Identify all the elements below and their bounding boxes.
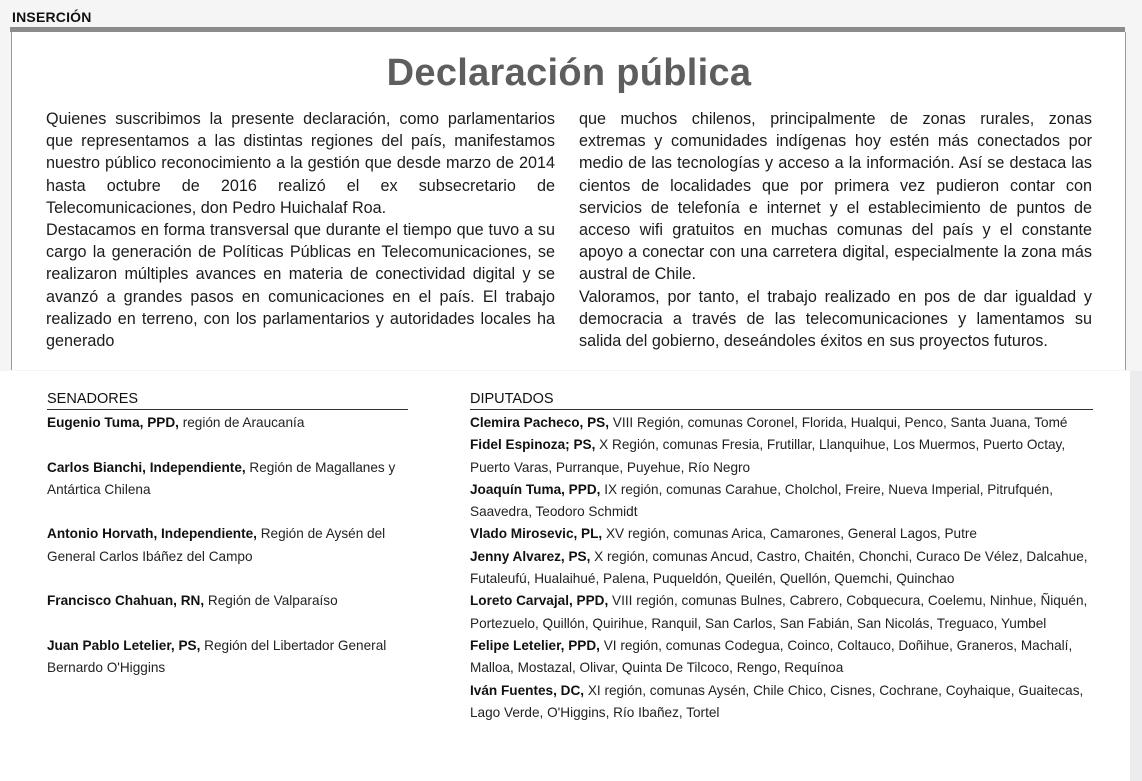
signatory-entry <box>47 412 427 434</box>
page-edge-strip <box>1130 371 1142 781</box>
signatory-detail: XI región, comunas Aysén, Chile Chico, Cisnes, Cochrane, Coyhaique, Guaitecas, Lago Verde, O'Higgins, Río Ibañez, Tortel <box>470 682 1084 720</box>
signatory-name: Juan Pablo Letelier, PS, <box>47 637 201 653</box>
signatory-name: Felipe Letelier, PPD, <box>470 637 600 653</box>
signatory-entry <box>470 412 1098 434</box>
diputados-list <box>470 412 1098 724</box>
signatory-name: Vlado Mirosevic, PL, <box>470 526 603 542</box>
senadores-list <box>47 412 427 702</box>
signatory-detail: VIII Región, comunas Coronel, Florida, Hualqui, Penco, Santa Juana, Tomé <box>609 415 1068 430</box>
signatory-entry <box>470 680 1098 725</box>
signatory-entry <box>47 523 427 568</box>
signatory-entry <box>470 546 1098 591</box>
signatory-name: Loreto Carvajal, PPD, <box>470 593 609 609</box>
signatory-detail: X Región, comunas Fresia, Frutillar, Llanquihue, Los Muermos, Puerto Octay, Puerto Varas, Purranque, Puyehue, Río Negro <box>470 437 1066 475</box>
signatory-name: Iván Fuentes, DC, <box>470 682 585 698</box>
signatory-name: Antonio Horvath, Independiente, <box>47 526 257 542</box>
signatory-entry <box>470 479 1098 524</box>
signatory-detail: región de Araucanía <box>178 415 305 430</box>
section-tag: INSERCIÓN <box>12 9 92 25</box>
signatory-detail: VI región, comunas Codegua, Coinco, Coltauco, Doñihue, Graneros, Machalí, Malloa, Mostazal, Olivar, Quinta De Tilcoco, Rengo, Requínoa <box>470 637 1073 676</box>
body-column-left <box>46 108 555 352</box>
headline: Declaración pública <box>386 52 752 94</box>
body-paragraph: que muchos chilenos, principalmente de zonas rurales, zonas extremas y comunidades indígenas hoy estén más conectados por medio de las tecnologías y acceso a la información. Así se destaca las cientos de localidades que por primera vez pudieron contar con servicios de telefonía e internet y el establecimiento de puntos de acceso wifi gratuitos en muchas comunas del país y el constante apoyo a conectar con una carretera digital, especialmente la zona más austral de Chile. <box>579 110 1092 284</box>
signatory-name: Carlos Bianchi, Independiente, <box>47 459 246 475</box>
signatory-entry <box>470 590 1098 635</box>
signatory-name: Francisco Chahuan, RN, <box>47 593 205 609</box>
signatory-name: Jenny Alvarez, PS, <box>470 548 591 564</box>
signatory-entry <box>47 457 427 502</box>
body-column-right <box>579 108 1092 352</box>
signatory-detail: VIII región, comunas Bulnes, Cabrero, Cobquecura, Coelemu, Ninhue, Ñiquén, Portezuelo, Quillón, Quirihue, Ranquil, San Carlos, San Fabián, San Nicolás, Treguaco, Yumbel <box>470 593 1088 631</box>
signatory-name: Joaquín Tuma, PPD, <box>470 481 601 497</box>
signatory-entry <box>47 635 427 680</box>
signatory-name: Clemira Pacheco, PS, <box>470 415 610 430</box>
signatory-detail: Región de Aysén del General Carlos Ibáñez del Campo <box>47 526 386 564</box>
signatory-detail: X región, comunas Ancud, Castro, Chaitén, Chonchi, Curaco De Vélez, Dalcahue, Futaleufú, Hualaihué, Palena, Puqueldón, Queilén, Quellón, Quemchi, Quinchao <box>470 548 1088 587</box>
signatory-entry <box>470 523 1098 545</box>
body-paragraph: Destacamos en forma transversal que durante el tiempo que tuvo a su cargo la generación de Políticas Públicas en Telecomunicaciones, se realizaron múltiples avances en materia de conectividad digital y se avanzó a grandes pasos en comunicaciones en el país. El trabajo realizado en terreno, con los parlamentarios y autoridades locales ha generado <box>46 221 555 351</box>
signatory-detail: Región de Valparaíso <box>204 593 338 609</box>
signatory-entry <box>470 434 1098 479</box>
signatory-detail: IX región, comunas Carahue, Cholchol, Freire, Nueva Imperial, Pitrufquén, Saavedra, Teodoro Schmidt <box>470 481 1054 520</box>
senadores-heading: SENADORES <box>47 391 408 410</box>
signatory-detail: XV región, comunas Arica, Camarones, General Lagos, Putre <box>602 526 977 542</box>
signatory-entry <box>47 590 427 612</box>
signatory-detail: Región del Libertador General Bernardo O'Higgins <box>47 637 387 676</box>
signatory-name: Fidel Espinoza; PS, <box>470 437 596 453</box>
body-paragraph: Valoramos, por tanto, el trabajo realizado en pos de dar igualdad y democracia a través de las telecomunicaciones y lamentamos su salida del gobierno, deseándoles éxitos en sus proyectos futuros. <box>579 287 1092 351</box>
diputados-heading: DIPUTADOS <box>470 391 1093 410</box>
signatory-detail: Región de Magallanes y Antártica Chilena <box>47 459 396 497</box>
body-paragraph: Quienes suscribimos la presente declaración, como parlamentarios que representamos a las distintas regiones del país, manifestamos nuestro público reconocimiento a la gestión que desde marzo de 2014 hasta octubre de 2016 realizó el ex subsecretario de Telecomunicaciones, don Pedro Huichalaf Roa. <box>46 110 555 217</box>
signatory-entry <box>470 635 1098 680</box>
signatory-name: Eugenio Tuma, PPD, <box>47 415 179 430</box>
